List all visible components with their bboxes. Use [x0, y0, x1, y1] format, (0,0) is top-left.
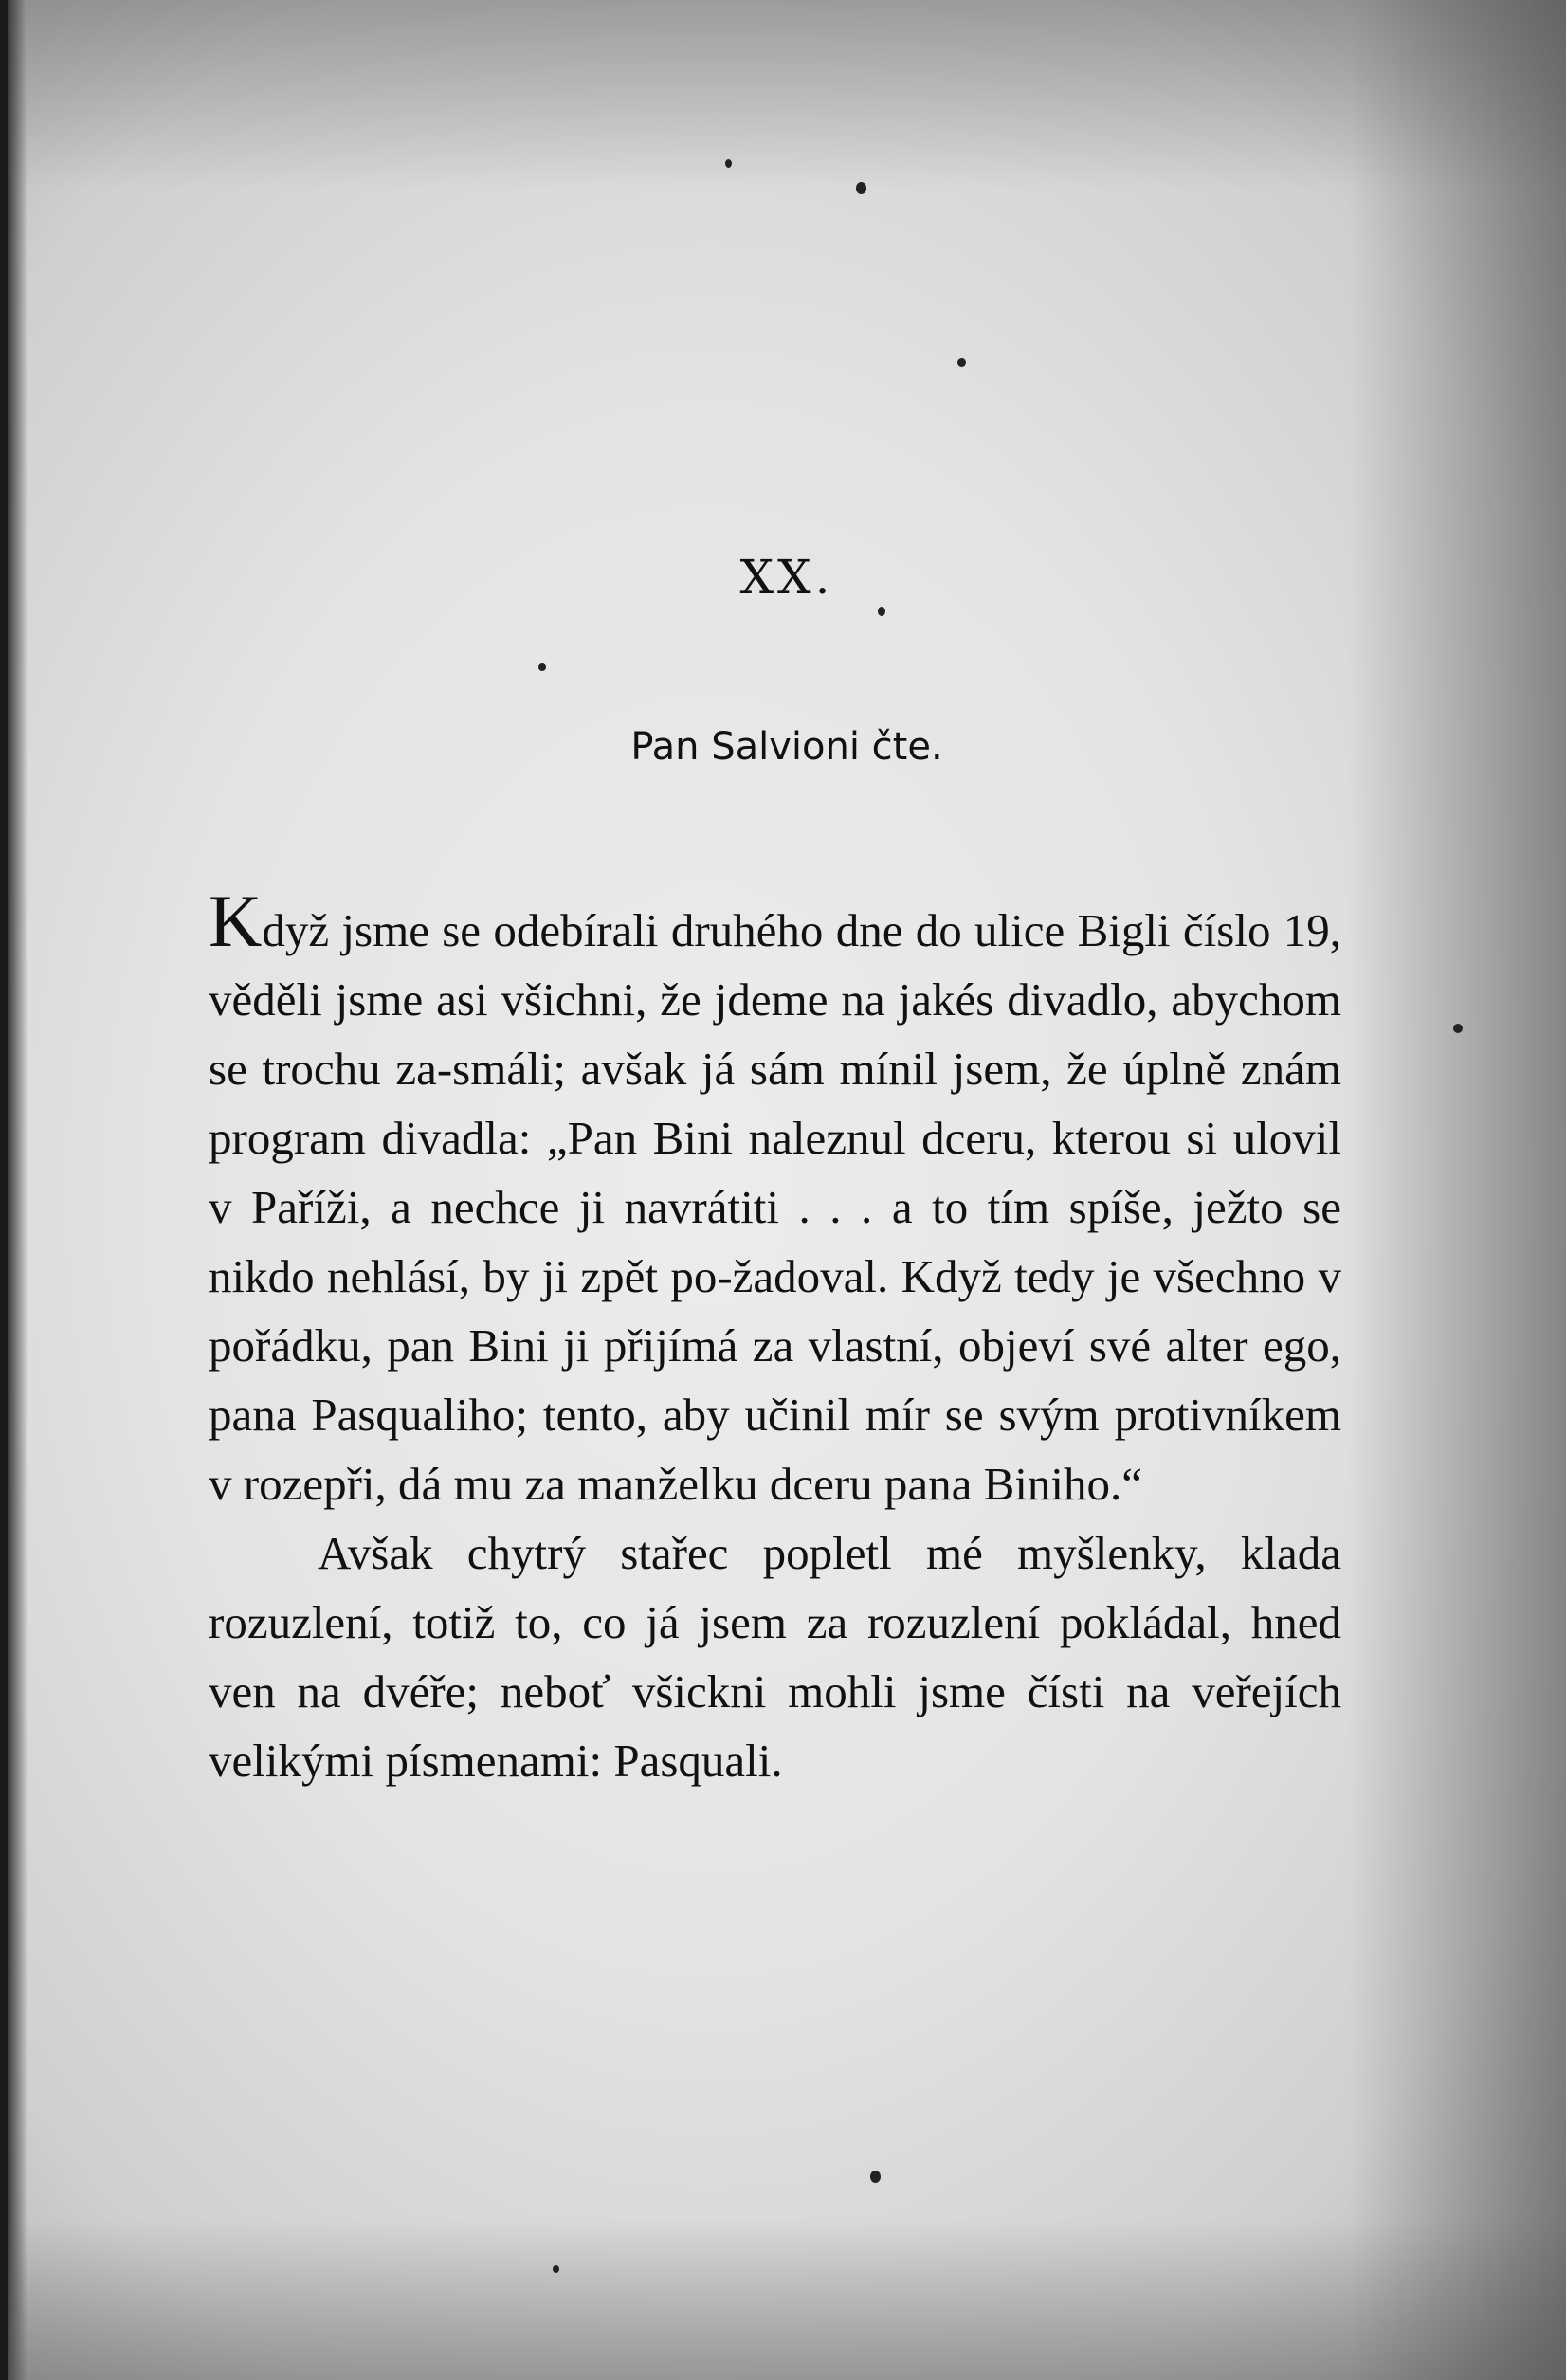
ink-speck: [1453, 1024, 1463, 1033]
chapter-title: Pan Salvioni čte.: [630, 725, 943, 769]
ink-speck: [538, 663, 546, 671]
book-page: [8, 0, 1566, 2380]
ink-speck: [870, 2171, 881, 2183]
ink-speck: [878, 607, 885, 616]
paragraph: Avšak chytrý stařec popletl mé myšlenky, klada rozuzlení, totiž to, co já jsem za rozuzlení pokládal, hned ven na dvéře; neboť všickni mohli jsme čísti na veřejích velikými písmenami: Pasquali.: [209, 1527, 1341, 1787]
chapter-body: [209, 880, 1341, 1795]
ink-speck: [957, 358, 966, 367]
ink-speck: [725, 159, 732, 168]
page-bottom-shadow: [8, 2219, 1566, 2380]
ink-speck: [856, 182, 866, 194]
page-binding-edge: [8, 0, 27, 2380]
ink-speck: [553, 2265, 559, 2273]
paragraph: Když jsme se odebírali druhého dne do ulice Bigli číslo 19, věděli jsme asi všichni, že jdeme na jakés divadlo, abychom se trochu za-smáli; avšak já sám mínil jsem, že úplně znám program divadla: „Pan Bini naleznul dceru, kterou si ulovil v Paříži, a nechce ji navrátiti . . . a to tím spíše, ježto se nikdo nehlásí, by ji zpět po-žadoval. Když tedy je všechno v pořádku, pan Bini ji přijímá za vlastní, objeví své alter ego, pana Pasqualiho; tento, aby učinil mír se svým protivníkem v rozepři, dá mu za manželku dceru pana Biniho.“: [209, 880, 1341, 1510]
chapter-number: XX.: [739, 550, 834, 605]
